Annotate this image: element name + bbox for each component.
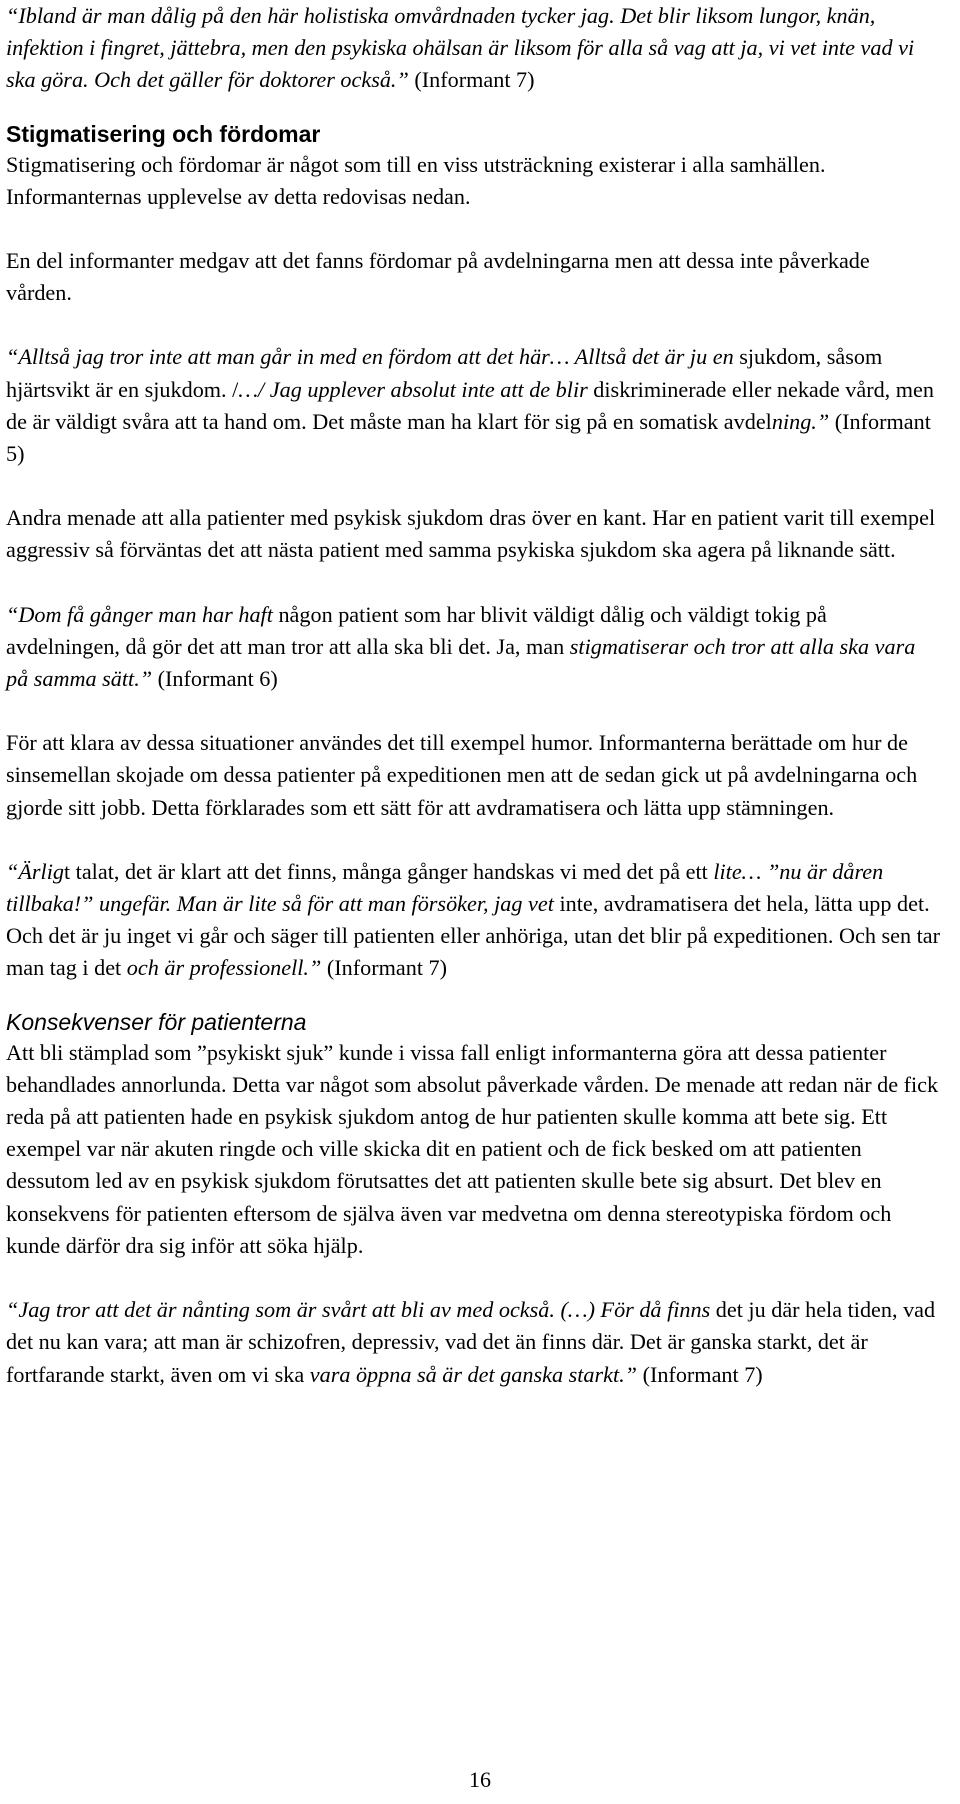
quote-text: “Jag tror att det är nånting som är svårt att bli av med också. (…) För då finns	[6, 1297, 711, 1323]
quote-informant-5	[6, 341, 941, 470]
quote-text: inte, avdramatisera det hela, lätta upp det. Och det är ju inget vi går och säger till patienten eller anhöriga, utan det blir på expeditionen. Och sen tar man tag i det	[6, 891, 941, 981]
quote-text: ning.”	[771, 408, 830, 434]
quote-source: (Informant 5)	[6, 408, 931, 467]
quote-informant-7-humor	[6, 856, 941, 985]
quote-source: (Informant 6)	[152, 666, 278, 692]
quote-text: “Alltså jag tror inte att man går in med en fördom att det här… Alltså det är ju en	[6, 344, 740, 370]
quote-source: (Informant 7)	[637, 1361, 763, 1387]
quote-text: diskriminerade eller nekade vård, men de är väldigt svåra att ta hand om. Det måste man ha klart för sig på en somatisk avdel	[6, 376, 934, 434]
section-heading-stigmatisering: Stigmatisering och fördomar	[6, 120, 321, 147]
quote-informant-6	[6, 599, 941, 696]
paragraph-fordomar: En del informanter medgav att det fanns fördomar på avdelningarna men att dessa inte påverkade vården.	[6, 248, 870, 306]
paragraph-intro: Stigmatisering och fördomar är något som till en viss utsträckning existerar i alla samhällen. Informanternas upplevelse av detta redovisas nedan.	[6, 151, 826, 209]
quote-text: någon patient som har blivit väldigt dålig och väldigt tokig på avdelningen, då gör det att man tror att alla ska bli det. Ja, man	[6, 601, 827, 659]
quote-text: …/ Jag upplever absolut inte att de blir	[238, 376, 594, 402]
page-number: 16	[469, 1767, 491, 1792]
paragraph-konsekvenser: Att bli stämplad som ”psykiskt sjuk” kunde i vissa fall enligt informanterna göra att dessa patienter behandlades annorlunda. Detta var något som absolut påverkade vården. De menade att redan när de fick reda på att patienten hade en psykisk sjukdom antog de hur patienten skulle komma att bete sig. Ett exempel var när akuten ringde och ville skicka dit en patient och de fick besked om att patienten dessutom led av en psykisk sjukdom förutsattes det att patienten skulle bete sig absurt. Det blev en konsekvens för patienten eftersom de själva även var medvetna om denna stereotypiska fördom och kunde därför dra sig inför att söka hjälp.	[6, 1039, 939, 1258]
quote-text: och är professionell.”	[126, 955, 322, 981]
quote-text: “Ärlig	[6, 858, 64, 884]
quote-text: “Ibland är man dålig på den här holistiska omvårdnaden tycker jag. Det blir liksom lungor, knän, infektion i fingret, jättebra, men den psykiska ohälsan är liksom för alla så vag att ja, vi vet inte vad vi ska göra. Och det gäller för doktorer också.”	[6, 3, 915, 93]
quote-text: “Dom få gånger man har haft	[6, 601, 273, 627]
quote-text: stigmatiserar och tror att alla ska vara på samma sätt.”	[6, 633, 916, 692]
quote-text: sjukdom, såsom hjärtsvikt är en sjukdom. /	[6, 344, 883, 402]
quote-text: vara öppna så är det ganska starkt.”	[309, 1361, 638, 1387]
paragraph-dras-over-en-kant: Andra menade att alla patienter med psykisk sjukdom dras över en kant. Har en patient varit till exempel aggressiv så förväntas det att nästa patient med samma psykiska sjukdom ska agera på liknande sätt.	[6, 505, 936, 563]
quote-text: t talat, det är klart att det finns, många gånger handskas vi med det på ett	[63, 858, 714, 884]
quote-source: (Informant 7)	[408, 67, 535, 93]
quote-text: det ju där hela tiden, vad det nu kan vara; att man är schizofren, depressiv, vad det än finns där. Det är ganska starkt, det är fortfarande starkt, även om vi ska	[6, 1297, 936, 1387]
quote-source: (Informant 7)	[321, 955, 448, 981]
quote-informant-7-bottom	[6, 1294, 941, 1391]
quote-text: lite… ”nu är dåren tillbaka!” ungefär. Man är lite så för att man försöker, jag vet	[6, 858, 884, 917]
paragraph-humor: För att klara av dessa situationer användes det till exempel humor. Informanterna berättade om hur de sinsemellan skojade om dessa patienter på expeditionen men att de sedan gick ut på avdelningarna och gjorde sitt jobb. Detta förklarades som ett sätt för att avdramatisera och lätta upp stämningen.	[6, 730, 918, 820]
document-page	[6, 0, 941, 1391]
quote-informant-7-top	[6, 0, 941, 97]
section-heading-konsekvenser: Konsekvenser för patienterna	[6, 1008, 307, 1035]
